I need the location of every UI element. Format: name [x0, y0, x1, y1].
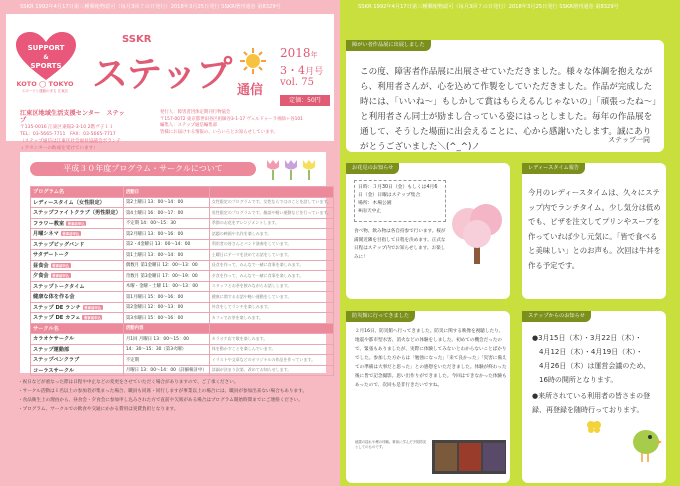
- publisher2-line4: 皆様にお届けする情報の、いろいろとお知らせしています。: [160, 129, 278, 135]
- publisher-name: 江東区地域生活支援センター ステップ: [20, 110, 125, 124]
- circle-header-row: [31, 323, 334, 334]
- reservation-badge: 要事前申込: [83, 316, 101, 321]
- program-date: 偶数月 第1金曜日 12：00～13：00: [123, 260, 209, 271]
- note-2: ・サークル活動は１名以上の参加者が集まった場合、職員も同席・同行しますが事業以上の場合には、職員が参加出来ない場合もあります。: [18, 389, 307, 394]
- circle-row: [31, 355, 334, 366]
- program-header-date: 活動日: [123, 187, 209, 198]
- program-name: [31, 197, 124, 208]
- notice-item-2: 4月12日（木）・4月19日（木）・: [532, 348, 643, 356]
- publisher2-line2: 〒157-0072 東京都世田谷区祖師谷3-1-17 ヴェルドゥーラ祖師ヶ谷101: [160, 116, 303, 122]
- butterfly-icon: [586, 420, 602, 434]
- logo-line1: KOTO ◯ TOKYO: [16, 80, 74, 88]
- circle-name: コーラスサークル: [31, 365, 124, 376]
- svg-text:SPORTS: SPORTS: [30, 62, 62, 70]
- program-name: [31, 208, 124, 219]
- program-name: [31, 281, 124, 292]
- program-date: 第1土曜日 13：00～14：00: [123, 250, 209, 261]
- masthead-price: 定価：50円: [280, 95, 330, 106]
- program-row: [31, 281, 334, 292]
- svg-text:&: &: [43, 54, 49, 61]
- notice-item-1: ●3月15日（木）・3月22日（木）・: [532, 334, 642, 342]
- program-row: [31, 229, 334, 240]
- publisher-info-2: [160, 110, 332, 136]
- program-date: 木曜・金曜・土曜 11：00～13：00: [123, 281, 209, 292]
- masthead-title: ステップ: [92, 54, 232, 95]
- bousai-header: 防災館に行ってきました: [346, 311, 415, 322]
- circle-name: ステップ運動部: [31, 344, 124, 355]
- right-topline: SSKR 1992年4月17日第三種郵便物認可（毎月3回７の日発行）2018年3月25日発行 SSKR増刊通巻 第8329号: [358, 4, 619, 10]
- circle-desc: 詳細が決まり次第、改めてお知らせします。: [209, 365, 333, 376]
- logo-line2: スポーツと運動のまち 江東区: [21, 89, 69, 93]
- bird-icon: [628, 418, 662, 462]
- program-row: [31, 292, 334, 303]
- program-row: [31, 208, 334, 219]
- exhibit-box: [346, 40, 664, 152]
- program-row: [31, 197, 334, 208]
- program-date: 第2金曜日 12：00～13：00: [123, 302, 209, 313]
- sun-icon: [240, 48, 266, 74]
- note-3: ・食品衛生上の理由から、昼食会・夕食会に参加申し込みされた方で直前や欠席がある場合はプログラム開始時間までにご連絡ください。: [18, 398, 303, 403]
- program-row: [31, 302, 334, 313]
- circle-header-empty: [209, 323, 333, 334]
- program-title: 平成３０年度プログラム・サークルについて: [30, 162, 256, 176]
- program-name-text: 昼食会: [33, 262, 49, 269]
- program-desc: カフェでお茶を楽しみます。: [209, 313, 333, 324]
- program-name-text: フラワー教室: [33, 220, 65, 227]
- program-desc: 昼食を作って、みんなで一緒に食事を楽しみます。: [209, 260, 333, 271]
- photo-1: [435, 443, 457, 471]
- program-name-text: ステップ DE ランチ: [33, 304, 81, 311]
- note-1: ・祝日などが重なった際は日程や中止などの変更をさせていただく場合がありますので、ご了承ください。: [18, 380, 239, 385]
- program-name-text: ステップ DE カフェ: [33, 315, 81, 322]
- publisher-note: （ステップ通信は江東区社会福祉協議会ボランティアセンターの助成を受けています）: [20, 139, 121, 151]
- masthead-issue: 3・4月号: [280, 64, 324, 77]
- circle-desc: カラオケ店で歌を楽しみます。: [209, 334, 333, 345]
- ladies-header: レディースタイム報告: [522, 163, 585, 174]
- program-date: 不定期 14：00～15：30: [123, 218, 209, 229]
- circle-name: カラオケサークル: [31, 334, 124, 345]
- program-name: [31, 229, 124, 240]
- masthead-sskr: SSKR: [122, 34, 152, 45]
- reservation-badge: 要事前申込: [84, 305, 102, 310]
- program-desc: スタッフとお茶を飲みながらお話しします。: [209, 281, 333, 292]
- hanami-detail: 日時：３月30日（金）もしくは4月6日（金）日曜はステップ集合 場所：木場公園 ※雨天中止: [354, 180, 446, 222]
- notice-item-3: 4月26日（木）は運営会議のため、: [532, 362, 651, 370]
- program-date: 第1月曜日 15：00～16：00: [123, 292, 209, 303]
- program-name: [31, 313, 124, 324]
- program-desc: 男性限定のプログラムです。雑談や軽い運動などを行っています。: [209, 208, 333, 219]
- program-name-text: サタデートーク: [33, 252, 70, 259]
- program-date: 第4土曜日 16：00～17：00: [123, 208, 209, 219]
- circle-date: 月曜日 13：00～14：00（詳細検討中）: [123, 365, 209, 376]
- program-desc: 夕食を作って、みんなで一緒に食事を楽しみます。: [209, 271, 333, 282]
- program-date: 奇数月 第3金曜日 17：00～19：00: [123, 271, 209, 282]
- publisher-info: [20, 110, 125, 152]
- circle-row: [31, 334, 334, 345]
- program-header-name: プログラム名: [31, 187, 124, 198]
- left-topline: SSKR 1992年4月17日第三種郵便物認可（毎月3回７の日発行）2018年3月25日発行 SSKR増刊通巻 第8329号: [20, 4, 281, 10]
- program-desc: 健康に関するお話や軽い運動をしています。: [209, 292, 333, 303]
- reservation-badge: 要事前申込: [52, 263, 70, 268]
- program-header-desc: [209, 187, 333, 198]
- program-name-text: 健康な体を作る会: [33, 294, 75, 301]
- notice-text2: ●来所されている利用者の皆さまの登録、再登録を随時行っております。: [532, 392, 651, 414]
- hanami-header: お花見のお知らせ: [346, 163, 399, 174]
- masthead-tsushin: 通信: [237, 83, 264, 98]
- heart-logo-icon: [16, 32, 76, 82]
- program-desc: 話題の映画や名作を楽しみます。: [209, 229, 333, 240]
- circle-header-name: サークル名: [31, 323, 124, 334]
- program-name: [31, 292, 124, 303]
- circle-date: 月1回 月曜日 13：00～15：00: [123, 334, 209, 345]
- program-row: [31, 313, 334, 324]
- program-name-text: ステップファイトクラブ（男性限定）: [33, 210, 121, 217]
- program-name-text: ステップビッグバンド: [33, 241, 85, 248]
- reservation-badge: 要事前申込: [62, 232, 80, 237]
- photo-3: [483, 443, 505, 471]
- reservation-badge: 要事前申込: [52, 274, 70, 279]
- program-row: [31, 239, 334, 250]
- circle-row: [31, 344, 334, 355]
- program-date: 第2・4金曜日 13：00～14：00: [123, 239, 209, 250]
- notes: [18, 378, 336, 414]
- notice-item-4: 16時の開所となります。: [532, 376, 618, 384]
- program-header-row: [31, 187, 334, 198]
- exhibit-sign: ステップ一同: [608, 136, 650, 144]
- program-name: [31, 250, 124, 261]
- cherry-tree-icon: [448, 200, 506, 268]
- logo: [8, 22, 82, 102]
- program-table: [30, 186, 334, 376]
- program-name: [31, 239, 124, 250]
- bousai-caption: 地震の揺れや煙の体験。事前に学んだ予知防災としてのものです。: [355, 440, 427, 449]
- publisher-tel: TEL：03-5665-7711 FAX：03-5665-7717: [20, 132, 116, 137]
- program-date: 第2月曜日 13：00～16：00: [123, 229, 209, 240]
- program-desc: 女性限定のプログラムです。女性ならではのことを話しています。: [209, 197, 333, 208]
- svg-text:SUPPORT: SUPPORT: [27, 44, 65, 52]
- program-row: [31, 271, 334, 282]
- program-desc: 外食をしてランチを楽しみます。: [209, 302, 333, 313]
- circle-desc: イラストや文章などのオリジナルの作品を作っています。: [209, 355, 333, 366]
- program-row: [31, 250, 334, 261]
- exhibit-header: 障がい者作品展に出展しました: [346, 40, 431, 51]
- program-desc: 土曜日にテーマを決めてお話をしています。: [209, 250, 333, 261]
- circle-name: ステップペンクラブ: [31, 355, 124, 366]
- tulip-icons: [264, 158, 318, 180]
- program-name-text: 月曜シネマ: [33, 231, 59, 238]
- publisher2-line3: 編集人：ステップ通信編集部: [160, 123, 217, 128]
- program-name-text: 夕食会: [33, 273, 49, 280]
- program-date: 第2土曜日 13：00～14：00: [123, 197, 209, 208]
- circle-row: [31, 365, 334, 376]
- masthead-vol: vol. 75: [280, 77, 314, 88]
- note-4: ・プログラム、サークルでの飲食や交通にかかる費用は実費負担となります。: [18, 407, 179, 412]
- program-row: [31, 218, 334, 229]
- program-name-text: ステップトークタイム: [33, 283, 85, 290]
- ladies-text: 今月のレディースタイムは、久々にステップ内でランチタイム。少し気分は低めでも、ピザを注文してプリンやスープを作っていれば少し元気に。「皆で食べると美味しい」とのお声も。次回は牛丼を作る予定です。: [528, 188, 662, 270]
- bousai-photos: [432, 440, 506, 474]
- program-name: [31, 260, 124, 271]
- notice-header: ステップからのお知らせ: [522, 311, 591, 322]
- program-row: [31, 260, 334, 271]
- bousai-text: ２月16日、防災館へ行ってきました。防災に関する映像を視聴したり、地震や都市型水害、消火などの体験をしました。初めての機会だったので、緊張もありましたが、実際に体験してみないとわからないことばかりでした。参加した方からは「勉強になった」「来て良かった」「災害に備えての準備は大事だと思った」との感想をいただきました。体験が終わった後に皆で記念撮影。思い出作りができました。今回はできなかった体験もあったので、次回も是非行きたいですね。: [355, 329, 507, 388]
- program-desc: 季節のお花をアレンジメントします。: [209, 218, 333, 229]
- photo-2: [459, 443, 481, 471]
- program-name: [31, 302, 124, 313]
- program-name: [31, 271, 124, 282]
- program-desc: 利用者の皆さんとバンド演奏をしています。: [209, 239, 333, 250]
- publisher-address: 〒135-0016 江東区東陽2-3-10 2階ヴ子１１: [20, 125, 114, 130]
- circle-date: 14：30～15：30（第3火曜）: [123, 344, 209, 355]
- program-date: 第3水曜日 15：00～16：00: [123, 313, 209, 324]
- circle-header-content: 活動内容: [123, 323, 209, 334]
- publisher2-line1: 発行人：障害者団体定期刊行物協会: [160, 110, 231, 115]
- program-name: [31, 218, 124, 229]
- program-name-text: レディースタイム（女性限定）: [33, 199, 105, 206]
- exhibit-text: この度、障害者作品展に出展させていただきました。様々な体調を抱えながら、利用者さんが、心を込めて作製をしていただきました。作品が完成した時には、「いいね～」もしかして賞はもらえるんじゃないの」「頑張ったね～」と利用者さん同士が励まし合っている姿にはっとしました。毎年の作品展を通して、そうした場面に出会えることに、心から感謝いたします。誠にありがとうございました＼(^_^)ノ: [360, 67, 657, 152]
- reservation-badge: 要事前申込: [67, 221, 85, 226]
- notice-list: [532, 331, 664, 387]
- masthead-year: 2018年: [280, 46, 318, 60]
- circle-desc: 体を動かすことを楽しんでいます。: [209, 344, 333, 355]
- circle-date: 不定期: [123, 355, 209, 366]
- hanami-text: 食べ物、飲み物は各自持参で行います。桜が満開近隣を目指して日程を決めます。正式な日程はステップ内でお知らせします。お楽しみに！: [354, 229, 446, 260]
